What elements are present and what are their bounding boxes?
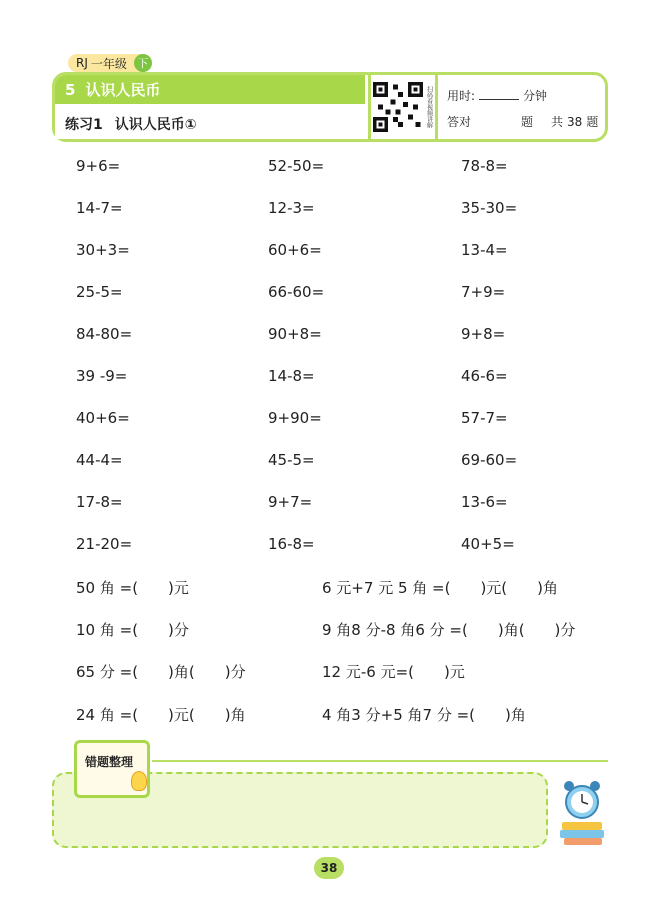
problem-row (0, 157, 658, 177)
conversion-problem: 4 角3 分+5 角7 分 =( )角 (322, 706, 526, 724)
problem-row (0, 451, 658, 471)
alarm-clock-icon (556, 778, 608, 846)
problem-row (0, 325, 658, 345)
grade-label: 一年级 (90, 56, 127, 71)
error-section-title: 错题整理 (85, 755, 134, 769)
problem: 9+8= (461, 325, 506, 343)
time-unit: 分钟 (523, 89, 548, 103)
unit-title: 认识人民币 (85, 81, 161, 99)
total-unit: 题 (586, 115, 599, 129)
problem: 66-60= (268, 283, 325, 301)
problem-row (0, 493, 658, 513)
conversion-problem: 6 元+7 元 5 角 =( )元( )角 (322, 579, 559, 597)
lesson-row (55, 108, 365, 139)
problem: 40+5= (461, 535, 515, 553)
qr-side-text: 扫码看视频讲解 (425, 86, 433, 128)
score-row (447, 113, 598, 130)
question-unit: 题 (521, 115, 534, 129)
problem-row (0, 283, 658, 303)
time-label: 用时: (447, 89, 476, 103)
conversion-problem: 65 分 =( )角( )分 (76, 663, 246, 681)
problem-row (0, 535, 658, 555)
correct-label: 答对 (447, 115, 472, 129)
worksheet-header (52, 72, 608, 142)
problem: 9+7= (268, 493, 313, 511)
unit-number: 5 (65, 80, 76, 99)
problem-row (0, 199, 658, 219)
conversion-problem: 9 角8 分-8 角6 分 =( )角( )分 (322, 621, 576, 639)
problem: 69-60= (461, 451, 518, 469)
problem: 30+3= (76, 241, 130, 259)
problem: 90+8= (268, 325, 322, 343)
problem: 14-8= (268, 367, 315, 385)
term-badge: 下 (134, 54, 152, 72)
problem: 9+6= (76, 157, 121, 175)
lesson-title: 认识人民币① (114, 116, 197, 133)
problem: 21-20= (76, 535, 133, 553)
book-icon (74, 740, 150, 798)
problem: 78-8= (461, 157, 508, 175)
header-titles (55, 75, 365, 139)
section-divider (152, 760, 608, 762)
problem: 17-8= (76, 493, 123, 511)
lightbulb-icon (131, 771, 147, 791)
total-prefix: 共 (551, 115, 564, 129)
problem: 7+9= (461, 283, 506, 301)
problem: 46-6= (461, 367, 508, 385)
problem: 35-30= (461, 199, 518, 217)
problem: 16-8= (268, 535, 315, 553)
time-row (447, 87, 547, 104)
problem: 39 -9= (76, 367, 128, 385)
conversion-problem: 50 角 =( )元 (76, 579, 189, 597)
qr-code-icon (373, 81, 423, 133)
problem: 13-4= (461, 241, 508, 259)
problem-row (0, 409, 658, 429)
total-count: 38 (567, 115, 583, 129)
problem: 52-50= (268, 157, 325, 175)
problem: 57-7= (461, 409, 508, 427)
problem: 60+6= (268, 241, 322, 259)
conversion-problem: 24 角 =( )元( )角 (76, 706, 246, 724)
problem: 14-7= (76, 199, 123, 217)
grade-tag (68, 54, 152, 72)
problem: 9+90= (268, 409, 322, 427)
problem: 13-6= (461, 493, 508, 511)
conversion-problem: 12 元-6 元=( )元 (322, 663, 465, 681)
error-review-section (52, 740, 608, 850)
lesson-label: 练习1 (65, 116, 103, 133)
problem: 12-3= (268, 199, 315, 217)
problem-row (0, 367, 658, 387)
problem-row (0, 241, 658, 261)
page-number: 38 (314, 857, 344, 879)
problem: 84-80= (76, 325, 133, 343)
conversion-problem: 10 角 =( )分 (76, 621, 189, 639)
problem: 44-4= (76, 451, 123, 469)
time-blank[interactable] (479, 89, 519, 100)
problem: 25-5= (76, 283, 123, 301)
unit-bar (55, 75, 365, 104)
problem: 40+6= (76, 409, 130, 427)
header-stats (441, 75, 605, 139)
problem: 45-5= (268, 451, 315, 469)
grade-prefix: RJ (76, 56, 88, 70)
qr-code-area (368, 75, 438, 139)
